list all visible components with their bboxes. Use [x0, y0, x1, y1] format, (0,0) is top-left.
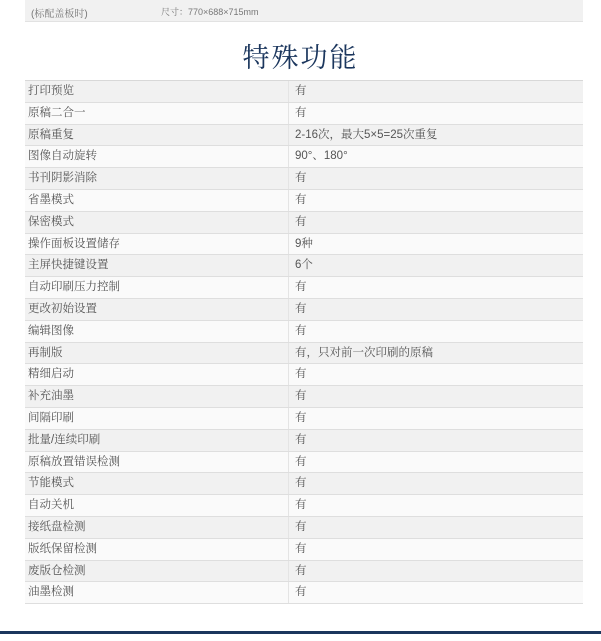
- feature-name: 接纸盘检测: [25, 517, 289, 538]
- table-row: [25, 103, 583, 125]
- table-row: [25, 234, 583, 256]
- bottom-divider: [0, 631, 601, 634]
- feature-value: 有: [289, 495, 583, 516]
- feature-name: 主屏快捷键设置: [25, 255, 289, 276]
- feature-value: 有: [289, 190, 583, 211]
- feature-value: 有: [289, 452, 583, 473]
- feature-name: 更改初始设置: [25, 299, 289, 320]
- feature-name: 打印预览: [25, 81, 289, 102]
- feature-value: 有，只对前一次印刷的原稿: [289, 343, 583, 364]
- table-row: [25, 495, 583, 517]
- feature-name: 书刊阴影消除: [25, 168, 289, 189]
- feature-value: 有: [289, 321, 583, 342]
- feature-name: 保密模式: [25, 212, 289, 233]
- feature-value: 有: [289, 212, 583, 233]
- table-row: [25, 168, 583, 190]
- table-row: [25, 452, 583, 474]
- feature-value: 有: [289, 473, 583, 494]
- feature-name: 原稿重复: [25, 125, 289, 146]
- table-row: [25, 81, 583, 103]
- table-row: [25, 561, 583, 583]
- table-row: [25, 408, 583, 430]
- feature-name: 操作面板设置储存: [25, 234, 289, 255]
- table-row: [25, 125, 583, 147]
- table-row: [25, 364, 583, 386]
- table-row: [25, 539, 583, 561]
- feature-value: 90°、180°: [289, 146, 583, 167]
- feature-name: 补充油墨: [25, 386, 289, 407]
- feature-value: 有: [289, 299, 583, 320]
- feature-name: 废版仓检测: [25, 561, 289, 582]
- feature-name: 精细启动: [25, 364, 289, 385]
- feature-name: 版纸保留检测: [25, 539, 289, 560]
- feature-value: 有: [289, 408, 583, 429]
- table-row: [25, 255, 583, 277]
- table-row: [25, 321, 583, 343]
- feature-value: 有: [289, 103, 583, 124]
- feature-name: 批量/连续印刷: [25, 430, 289, 451]
- table-row: [25, 146, 583, 168]
- feature-name: 图像自动旋转: [25, 146, 289, 167]
- table-row: [25, 299, 583, 321]
- feature-name: 间隔印刷: [25, 408, 289, 429]
- feature-value: 有: [289, 430, 583, 451]
- table-row: [25, 473, 583, 495]
- feature-value: 6个: [289, 255, 583, 276]
- features-table: [25, 80, 583, 604]
- section-title: 特殊功能: [242, 43, 359, 73]
- feature-value: 有: [289, 582, 583, 603]
- table-row: [25, 517, 583, 539]
- feature-value: 有: [289, 364, 583, 385]
- dimensions-value: 尺寸：770×688×715mm: [161, 7, 259, 17]
- feature-value: 有: [289, 386, 583, 407]
- feature-value: 有: [289, 539, 583, 560]
- feature-name: 油墨检测: [25, 582, 289, 603]
- feature-name: 自动关机: [25, 495, 289, 516]
- feature-name: 原稿二合一: [25, 103, 289, 124]
- feature-name: 节能模式: [25, 473, 289, 494]
- table-row: [25, 386, 583, 408]
- dimensions-label: (标配盖板时): [31, 9, 88, 20]
- feature-name: 原稿放置错误检测: [25, 452, 289, 473]
- feature-name: 再制版: [25, 343, 289, 364]
- feature-name: 省墨模式: [25, 190, 289, 211]
- feature-name: 编辑图像: [25, 321, 289, 342]
- feature-value: 有: [289, 81, 583, 102]
- table-row: [25, 212, 583, 234]
- table-row: [25, 430, 583, 452]
- table-row: [25, 277, 583, 299]
- dimensions-row: [25, 0, 583, 22]
- feature-value: 9种: [289, 234, 583, 255]
- feature-value: 有: [289, 517, 583, 538]
- feature-name: 自动印刷压力控制: [25, 277, 289, 298]
- feature-value: 有: [289, 277, 583, 298]
- feature-value: 有: [289, 561, 583, 582]
- feature-value: 2-16次，最大5×5=25次重复: [289, 125, 583, 146]
- feature-value: 有: [289, 168, 583, 189]
- table-row: [25, 190, 583, 212]
- table-row: [25, 343, 583, 365]
- table-row: [25, 582, 583, 604]
